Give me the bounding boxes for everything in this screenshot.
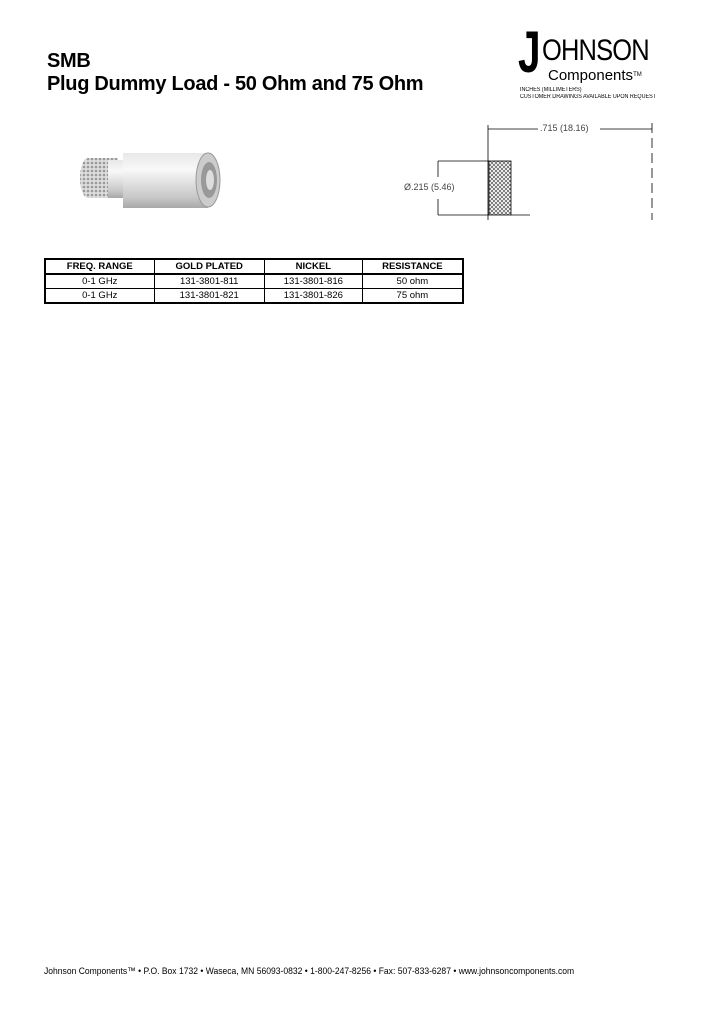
- cell-resistance: 75 ohm: [362, 289, 463, 304]
- header-gold-plated: GOLD PLATED: [154, 259, 264, 274]
- cell-freq: 0-1 GHz: [45, 274, 154, 289]
- cell-nickel: 131-3801-826: [264, 289, 362, 304]
- table-header-row: [45, 259, 463, 274]
- table-row: [45, 274, 463, 289]
- part-number-table: [44, 258, 464, 304]
- units-note: INCHES (MILLIMETERS): [520, 87, 582, 93]
- cell-nickel: 131-3801-816: [264, 274, 362, 289]
- series-title: SMB: [47, 50, 91, 72]
- header-resistance: RESISTANCE: [362, 259, 463, 274]
- product-photo: [78, 145, 228, 215]
- footer-contact: Johnson Components™ • P.O. Box 1732 • Waseca, MN 56093-0832 • 1-800-247-8256 • Fax: 507-833-6287 • www.johnsoncomponents.com: [44, 966, 575, 977]
- johnson-logo: J OHNSON Components™: [518, 20, 649, 85]
- product-title: Plug Dummy Load - 50 Ohm and 75 Ohm: [47, 73, 424, 95]
- cell-resistance: 50 ohm: [362, 274, 463, 289]
- cell-gold: 131-3801-811: [154, 274, 264, 289]
- diameter-dimension: Ø.215 (5.46): [404, 182, 455, 192]
- header-freq-range: FREQ. RANGE: [45, 259, 154, 274]
- logo-sub: Components: [548, 67, 634, 84]
- cell-gold: 131-3801-821: [154, 289, 264, 304]
- drawings-note: CUSTOMER DRAWINGS AVAILABLE UPON REQUEST: [520, 94, 657, 100]
- length-dimension: .715 (18.16): [540, 123, 589, 133]
- table-row: [45, 289, 463, 304]
- cell-freq: 0-1 GHz: [45, 289, 154, 304]
- header-nickel: NICKEL: [264, 259, 362, 274]
